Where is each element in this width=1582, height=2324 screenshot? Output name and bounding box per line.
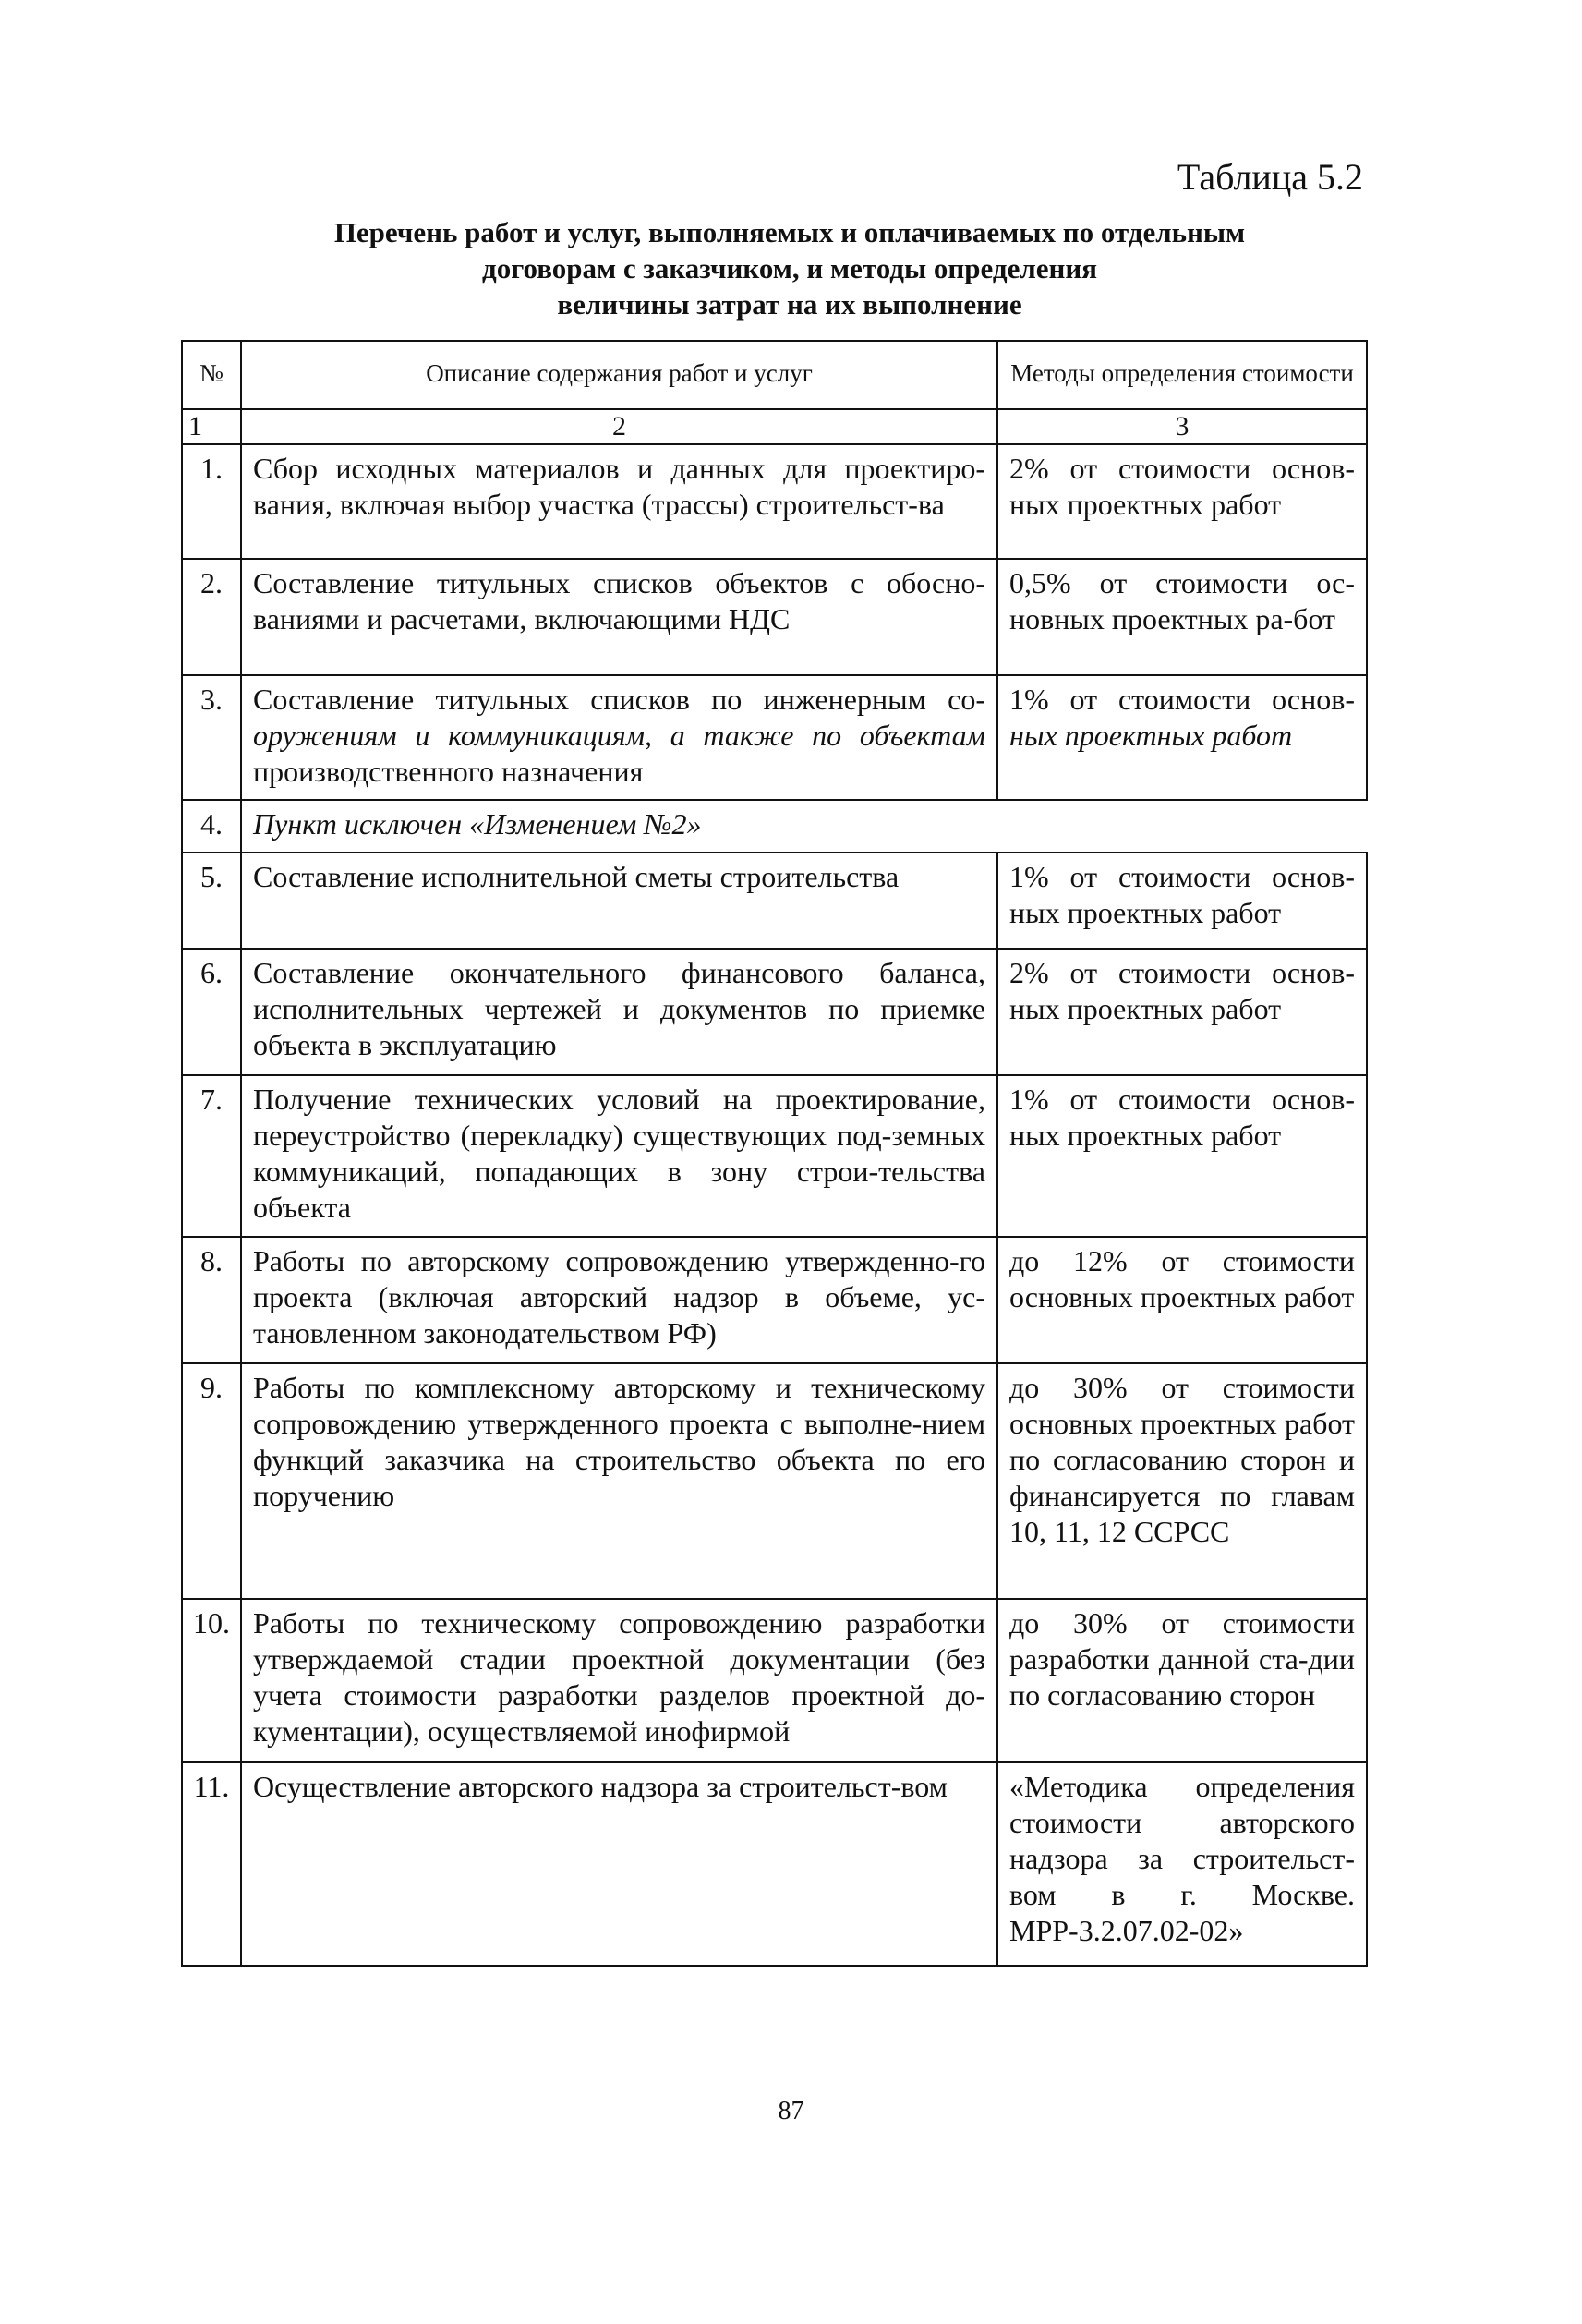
header-row: [182, 341, 1367, 409]
table-row: [182, 675, 1367, 800]
row-number: 4.: [182, 800, 241, 853]
column-number-row: [182, 409, 1367, 444]
row-description: Составление окончательного финансового баланса, исполнительных чертежей и документов по приемке объекта в эксплуатацию: [241, 949, 997, 1075]
row-number: 2.: [182, 559, 241, 675]
row-method: 2% от стоимости основ-ных проектных работ: [997, 949, 1367, 1075]
row-method: до 12% от стоимости основных проектных работ: [997, 1237, 1367, 1363]
row-method: 1% от стоимости основ-ных проектных работ: [997, 1075, 1367, 1237]
row-number: 7.: [182, 1075, 241, 1237]
row-number: 6.: [182, 949, 241, 1075]
row-number: 8.: [182, 1237, 241, 1363]
table-row: [182, 1075, 1367, 1237]
row-description: [241, 675, 997, 800]
table-row: [182, 444, 1367, 559]
row-number: 3.: [182, 675, 241, 800]
row-number: 9.: [182, 1363, 241, 1599]
column-number-3: 3: [997, 409, 1367, 444]
row-number: 5.: [182, 853, 241, 949]
row-description: Работы по комплексному авторскому и техническому сопровождению утвержденного проекта с выполне-нием функций заказчика на строительство объекта по его поручению: [241, 1363, 997, 1599]
row-number: 1.: [182, 444, 241, 559]
row-method: 0,5% от стоимости ос-новных проектных ра-бот: [997, 559, 1367, 675]
row-description: Составление титульных списков объектов с обосно-ваниями и расчетами, включающими НДС: [241, 559, 997, 675]
row-method: «Методика определения стоимости авторского надзора за строительст-вом в г. Москве. МРР-3.2.07.02-02»: [997, 1762, 1367, 1966]
row-method-part: 1% от стоимости основ-: [1009, 683, 1355, 716]
header-num: №: [182, 341, 241, 409]
title-line-1: Перечень работ и услуг, выполняемых и оплачиваемых по отдельным: [333, 216, 1246, 248]
row-number: 11.: [182, 1762, 241, 1966]
table-label: Таблица 5.2: [1177, 156, 1363, 198]
header-desc: Описание содержания работ и услуг: [241, 341, 997, 409]
row-method: [997, 675, 1367, 800]
row-description: Сбор исходных материалов и данных для проектиро-вания, включая выбор участка (трассы) строительст-ва: [241, 444, 997, 559]
row-description: Составление исполнительной сметы строительства: [241, 853, 997, 949]
works-table: [181, 340, 1368, 1967]
table-row-excluded: [182, 800, 1367, 853]
row-description: Осуществление авторского надзора за строительст-вом: [241, 1762, 997, 1966]
table-row: [182, 1762, 1367, 1966]
header-method: Методы определения стоимости: [997, 341, 1367, 409]
row-description-part: Составление титульных списков по инженерным со-: [253, 683, 985, 716]
row-excluded-note: Пункт исключен «Изменением №2»: [241, 800, 1367, 853]
title-line-2: договорам с заказчиком, и методы определения: [482, 252, 1097, 284]
title-line-3: величины затрат на их выполнение: [557, 288, 1022, 321]
row-method: 1% от стоимости основ-ных проектных работ: [997, 853, 1367, 949]
row-method: до 30% от стоимости разработки данной ста-дии по согласованию сторон: [997, 1599, 1367, 1762]
table-row: [182, 1363, 1367, 1599]
page-number: 87: [778, 2097, 804, 2125]
row-method-part-italic: ных проектных работ: [1009, 719, 1293, 752]
row-description-part: производственного назначения: [253, 755, 644, 788]
row-description: Работы по авторскому сопровождению утвержденно-го проекта (включая авторский надзор в объеме, ус-тановленном законодательством РФ): [241, 1237, 997, 1363]
table-title: [212, 214, 1367, 322]
row-description-part-italic: оружениям и коммуникациям, а также по объектам: [253, 719, 985, 752]
table-row: [182, 853, 1367, 949]
row-method: 2% от стоимости основ-ных проектных работ: [997, 444, 1367, 559]
row-method: до 30% от стоимости основных проектных работ по согласованию сторон и финансируется по главам 10, 11, 12 ССРСС: [997, 1363, 1367, 1599]
column-number-2: 2: [241, 409, 997, 444]
table-row: [182, 1599, 1367, 1762]
row-description: Получение технических условий на проектирование, переустройство (перекладку) существующих под-земных коммуникаций, попадающих в зону строи-тельства объекта: [241, 1075, 997, 1237]
row-description: Работы по техническому сопровождению разработки утверждаемой стадии проектной документации (без учета стоимости разработки разделов проектной до-кументации), осуществляемой инофирмой: [241, 1599, 997, 1762]
table-row: [182, 949, 1367, 1075]
column-number-1: 1: [182, 409, 241, 444]
table-row: [182, 1237, 1367, 1363]
row-number: 10.: [182, 1599, 241, 1762]
table-row: [182, 559, 1367, 675]
